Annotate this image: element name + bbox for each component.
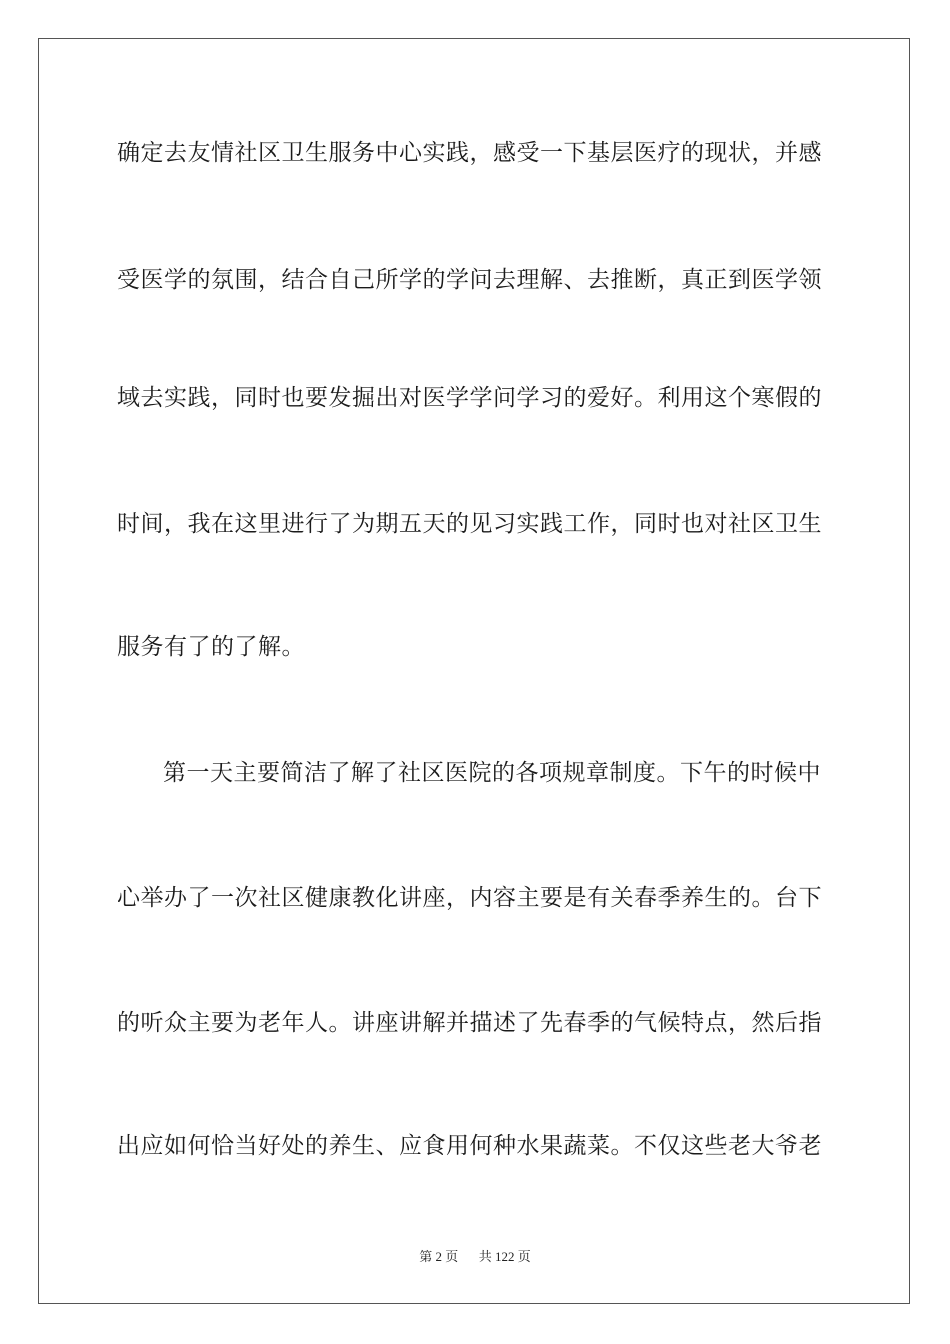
page-number: 第 2 页 (419, 1249, 459, 1264)
page-total: 共 122 页 (478, 1249, 531, 1264)
text-line-8: 的听众主要为老年人。讲座讲解并描述了先春季的气候特点，然后指 (117, 1010, 822, 1036)
text-line-4: 时间，我在这里进行了为期五天的见习实践工作，同时也对社区卫生 (117, 511, 822, 537)
text-line-1: 确定去友情社区卫生服务中心实践，感受一下基层医疗的现状，并感 (117, 140, 822, 166)
paragraph-2-first-line: 第一天主要简洁了解了社区医院的各项规章制度。下午的时候中 (163, 760, 821, 786)
text-line-2: 受医学的氛围，结合自己所学的学问去理解、去推断，真正到医学领 (117, 267, 822, 293)
text-line-7: 心举办了一次社区健康教化讲座，内容主要是有关春季养生的。台下 (117, 885, 822, 911)
text-line-9: 出应如何恰当好处的养生、应食用何种水果蔬菜。不仅这些老大爷老 (117, 1133, 822, 1159)
text-line-3: 域去实践，同时也要发掘出对医学学问学习的爱好。利用这个寒假的 (117, 385, 822, 411)
text-line-5: 服务有了的了解。 (117, 634, 305, 660)
page-frame (38, 38, 910, 1304)
page-footer (0, 1246, 950, 1265)
